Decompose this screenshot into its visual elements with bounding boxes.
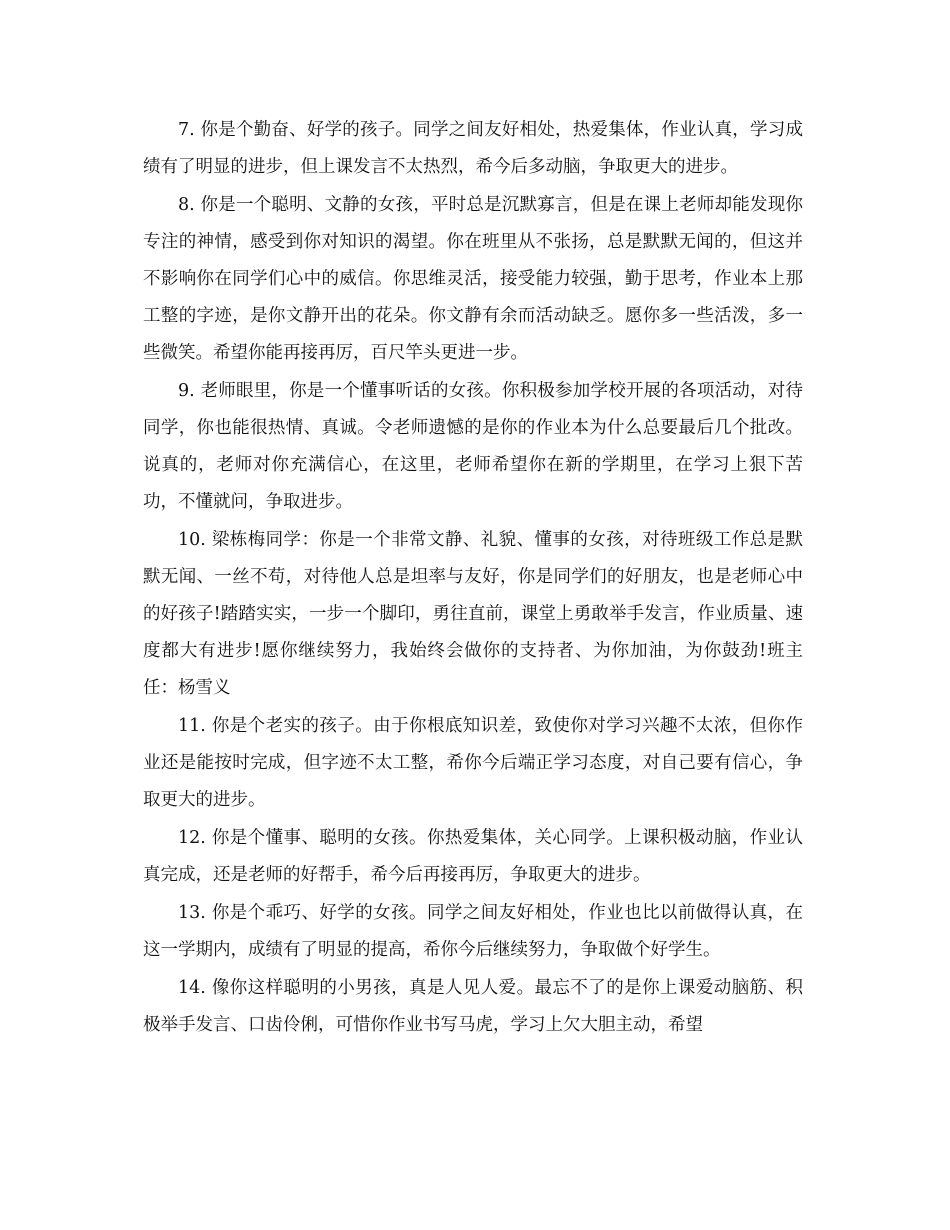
- comment-paragraph-10: 10. 梁栋梅同学：你是一个非常文静、礼貌、懂事的女孩，对待班级工作总是默默无闻、一丝不苟，对待他人总是坦率与友好，你是同学们的好朋友，也是老师心中的好孩子!踏踏实实，一步一个脚印，勇往直前，课堂上勇敢举手发言，作业质量、速度都大有进步!愿你继续努力，我始终会做你的支持者、为你加油，为你鼓劲!班主任：杨雪义: [143, 530, 803, 698]
- comment-paragraph-11: 11. 你是个老实的孩子。由于你根底知识差，致使你对学习兴趣不太浓，但你作业还是能按时完成，但字迹不太工整，希你今后端正学习态度，对自己要有信心，争取更大的进步。: [143, 716, 803, 810]
- comment-paragraph-7: 7. 你是个勤奋、好学的孩子。同学之间友好相处，热爱集体，作业认真，学习成绩有了明显的进步，但上课发言不太热烈，希今后多动脑，争取更大的进步。: [143, 120, 803, 177]
- document-body: [143, 112, 803, 1045]
- comment-paragraph-9: 9. 老师眼里，你是一个懂事听话的女孩。你积极参加学校开展的各项活动，对待同学，你也能很热情、真诚。令老师遗憾的是你的作业本为什么总要最后几个批改。说真的，老师对你充满信心，在这里，老师希望你在新的学期里，在学习上狠下苦功，不懂就问，争取进步。: [143, 381, 803, 512]
- comment-paragraph-14: 14. 像你这样聪明的小男孩，真是人见人爱。最忘不了的是你上课爱动脑筋、积极举手发言、口齿伶俐，可惜你作业书写马虎，学习上欠大胆主动，希望: [143, 978, 803, 1035]
- comment-paragraph-8: 8. 你是一个聪明、文静的女孩，平时总是沉默寡言，但是在课上老师却能发现你专注的神情，感受到你对知识的渴望。你在班里从不张扬，总是默默无闻的，但这并不影响你在同学们心中的威信。你思维灵活，接受能力较强，勤于思考，作业本上那工整的字迹，是你文静开出的花朵。你文静有余而活动缺乏。愿你多一些活泼，多一些微笑。希望你能再接再厉，百尺竿头更进一步。: [143, 195, 803, 363]
- comment-paragraph-12: 12. 你是个懂事、聪明的女孩。你热爱集体，关心同学。上课积极动脑，作业认真完成，还是老师的好帮手，希今后再接再厉，争取更大的进步。: [143, 828, 803, 885]
- comment-paragraph-13: 13. 你是个乖巧、好学的女孩。同学之间友好相处，作业也比以前做得认真，在这一学期内，成绩有了明显的提高，希你今后继续努力，争取做个好学生。: [143, 903, 803, 960]
